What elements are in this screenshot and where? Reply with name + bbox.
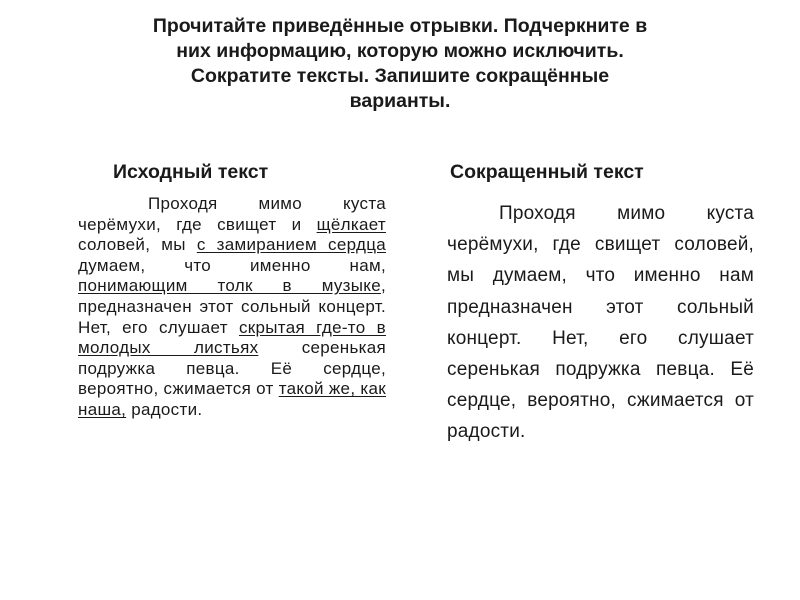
seg-10: радости. [126, 399, 203, 419]
shortened-text-paragraph [447, 198, 754, 448]
underlined-seg-7: скрытая где-то в молодых листьях [78, 317, 386, 358]
task-line-4: варианты. [349, 90, 451, 112]
original-text-paragraph [78, 194, 386, 421]
task-line-1: Прочитайте приведённые отрывки. Подчеркните в [152, 15, 648, 37]
seg-8: серенькая подружка певца. Её сердце, вероятно, сжимается от [78, 338, 386, 399]
underlined-seg-1: щёлкает [316, 214, 386, 234]
seg-2: соловей, мы [78, 235, 197, 255]
underlined-seg-3: с замиранием сердца [196, 235, 386, 255]
underlined-seg-9: такой же, как наша, [78, 379, 386, 419]
seg-0: Проходя мимо куста черёмухи, где свищет и [78, 194, 386, 234]
underlined-seg-5: понимающим толк в музыке [78, 276, 381, 296]
original-text-heading: Исходный текст [113, 161, 269, 183]
shortened-text-body: Проходя мимо куста черёмухи, где свищет соловей, мы думаем, что именно нам предназначен этот сольный концерт. Нет, его слушает серенькая подружка певца. Её сердце, вероятно, сжимается от радости. [447, 203, 754, 443]
task-line-2: них информацию, которую можно исключить. [176, 40, 624, 62]
task-instruction [40, 14, 760, 114]
seg-4: думаем, что именно нам, [78, 255, 386, 275]
seg-6: , предназначен этот сольный концерт. Нет, его слушает [78, 276, 386, 337]
task-line-3: Сократите тексты. Запишите сокращённые [190, 65, 610, 87]
shortened-text-heading: Сокращенный текст [450, 161, 644, 183]
